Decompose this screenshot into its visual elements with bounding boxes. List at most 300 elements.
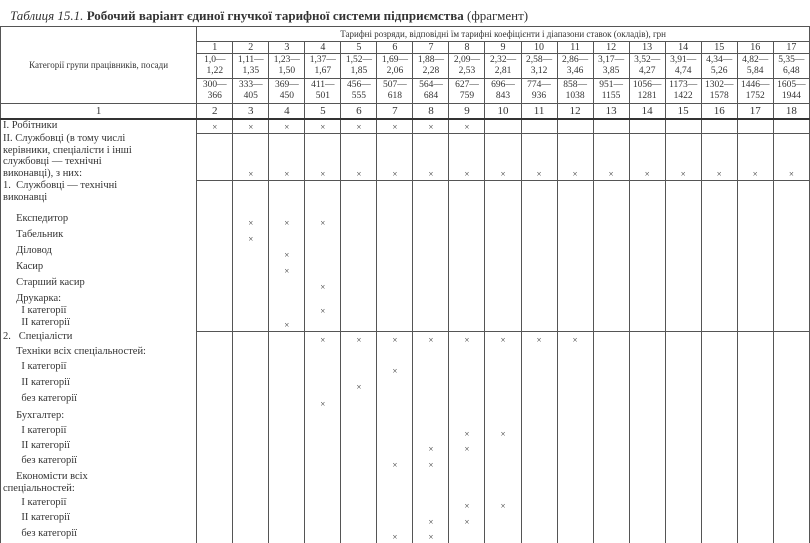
grade-mark: ×	[269, 119, 305, 133]
empty-cell	[521, 317, 557, 331]
empty-cell	[449, 528, 485, 543]
empty-cell	[305, 440, 341, 455]
rate-max: 450	[279, 91, 294, 101]
empty-cell	[593, 180, 629, 213]
grade-mark: ×	[521, 133, 557, 180]
empty-cell	[593, 512, 629, 528]
empty-cell	[305, 180, 341, 213]
table-row	[1, 305, 810, 317]
coefficient-max: 4,74	[674, 66, 692, 76]
empty-cell	[485, 440, 521, 455]
grade-mark: ×	[341, 331, 377, 346]
empty-cell	[737, 331, 773, 346]
coefficient-min: 1,52—	[345, 55, 372, 65]
empty-cell	[305, 229, 341, 245]
empty-cell	[233, 361, 269, 377]
coefficient-max: 2,81	[494, 66, 512, 76]
row-label-line: ІІ категорії	[3, 440, 70, 451]
rate-min: 369—	[274, 80, 299, 90]
empty-cell	[665, 497, 701, 512]
empty-cell	[197, 377, 233, 393]
empty-cell	[773, 410, 809, 425]
empty-cell	[485, 293, 521, 305]
empty-cell	[665, 528, 701, 543]
row-label-line: І. Робітники	[3, 120, 58, 131]
empty-cell	[449, 455, 485, 471]
empty-cell	[773, 377, 809, 393]
empty-cell	[737, 497, 773, 512]
empty-cell	[629, 261, 665, 277]
empty-cell	[413, 317, 449, 331]
empty-cell	[233, 180, 269, 213]
empty-cell	[233, 528, 269, 543]
empty-cell	[341, 440, 377, 455]
table-row	[1, 455, 810, 471]
empty-cell	[521, 440, 557, 455]
rate-min: 774—	[527, 80, 551, 90]
grade-mark: ×	[521, 331, 557, 346]
empty-cell	[485, 317, 521, 331]
grade-mark: ×	[413, 331, 449, 346]
empty-cell	[593, 425, 629, 440]
empty-cell	[269, 455, 305, 471]
coefficient-min: 4,34—	[706, 55, 733, 65]
grade-mark: ×	[629, 133, 665, 180]
empty-cell	[629, 317, 665, 331]
empty-cell	[665, 317, 701, 331]
empty-cell	[413, 229, 449, 245]
coefficient-max: 5,26	[710, 66, 728, 76]
empty-cell	[665, 455, 701, 471]
empty-cell	[665, 331, 701, 346]
empty-cell	[665, 305, 701, 317]
empty-cell	[341, 293, 377, 305]
grade-mark: ×	[377, 331, 413, 346]
empty-cell	[665, 245, 701, 261]
grade-mark: ×	[233, 229, 269, 245]
empty-cell	[341, 528, 377, 543]
table-body	[1, 119, 810, 543]
row-label-line: 1. Службовці — технічні	[3, 180, 118, 191]
rate-range	[737, 79, 773, 104]
empty-cell	[593, 119, 629, 133]
grade-number: 11	[557, 42, 593, 54]
rate-range	[521, 79, 557, 104]
empty-cell	[521, 346, 557, 361]
empty-cell	[377, 425, 413, 440]
empty-cell	[197, 393, 233, 410]
rate-max: 405	[243, 91, 258, 101]
empty-cell	[413, 393, 449, 410]
empty-cell	[773, 277, 809, 293]
empty-cell	[593, 528, 629, 543]
rate-max: 501	[315, 91, 330, 101]
empty-cell	[593, 213, 629, 229]
empty-cell	[737, 293, 773, 305]
empty-cell	[341, 317, 377, 331]
rate-max: 1422	[673, 91, 693, 101]
column-number: 15	[665, 104, 701, 120]
coefficient-range	[449, 54, 485, 79]
row-label-line: 2. Спеціалісти	[3, 331, 73, 342]
column-number: 16	[701, 104, 737, 120]
table-caption	[10, 8, 800, 24]
grade-mark: ×	[485, 497, 521, 512]
rate-min: 1302—	[704, 80, 734, 90]
column-number: 6	[341, 104, 377, 120]
empty-cell	[233, 305, 269, 317]
rate-min: 1446—	[740, 80, 770, 90]
empty-cell	[557, 410, 593, 425]
row-label	[1, 331, 197, 346]
coefficient-range	[701, 54, 737, 79]
empty-cell	[449, 213, 485, 229]
empty-cell	[737, 425, 773, 440]
empty-cell	[233, 471, 269, 497]
row-label-line: ІІ категорії	[3, 377, 70, 388]
empty-cell	[197, 455, 233, 471]
table-row	[1, 425, 810, 440]
empty-cell	[521, 377, 557, 393]
empty-cell	[197, 317, 233, 331]
row-label	[1, 528, 197, 543]
empty-cell	[341, 410, 377, 425]
empty-cell	[449, 346, 485, 361]
empty-cell	[233, 261, 269, 277]
empty-cell	[629, 119, 665, 133]
grade-mark: ×	[449, 331, 485, 346]
rate-max: 1944	[781, 91, 801, 101]
table-row	[1, 245, 810, 261]
coefficient-min: 1,11—	[237, 55, 264, 65]
table-row	[1, 331, 810, 346]
coefficient-range	[197, 54, 233, 79]
empty-cell	[485, 377, 521, 393]
row-label	[1, 425, 197, 440]
empty-cell	[701, 229, 737, 245]
grade-mark: ×	[341, 377, 377, 393]
empty-cell	[413, 293, 449, 305]
coefficient-max: 1,50	[278, 66, 296, 76]
empty-cell	[485, 119, 521, 133]
coefficient-max: 1,35	[242, 66, 260, 76]
empty-cell	[593, 497, 629, 512]
empty-cell	[737, 317, 773, 331]
empty-cell	[665, 440, 701, 455]
column-number: 9	[449, 104, 485, 120]
empty-cell	[485, 361, 521, 377]
empty-cell	[737, 277, 773, 293]
grade-number: 4	[305, 42, 341, 54]
coefficient-range	[413, 54, 449, 79]
empty-cell	[233, 346, 269, 361]
rate-range	[557, 79, 593, 104]
row-label-line: І категорії	[3, 425, 67, 436]
coefficient-range	[341, 54, 377, 79]
empty-cell	[593, 346, 629, 361]
coefficient-range	[233, 54, 269, 79]
empty-cell	[629, 277, 665, 293]
empty-cell	[701, 305, 737, 317]
grade-number: 2	[233, 42, 269, 54]
empty-cell	[305, 528, 341, 543]
empty-cell	[701, 377, 737, 393]
grade-mark: ×	[557, 133, 593, 180]
grade-mark: ×	[665, 133, 701, 180]
empty-cell	[701, 180, 737, 213]
grade-mark: ×	[413, 119, 449, 133]
empty-cell	[629, 305, 665, 317]
empty-cell	[341, 512, 377, 528]
grade-mark: ×	[305, 133, 341, 180]
empty-cell	[665, 277, 701, 293]
rate-range	[269, 79, 305, 104]
empty-cell	[557, 245, 593, 261]
grade-mark: ×	[377, 133, 413, 180]
empty-cell	[773, 471, 809, 497]
empty-cell	[737, 180, 773, 213]
empty-cell	[197, 361, 233, 377]
empty-cell	[665, 512, 701, 528]
row-label-line: ІІ. Службовці (в тому числі	[3, 133, 126, 144]
empty-cell	[557, 425, 593, 440]
grade-mark: ×	[269, 245, 305, 261]
empty-cell	[701, 393, 737, 410]
row-label-line: керівники, спеціалісти і інші	[3, 144, 132, 156]
empty-cell	[341, 455, 377, 471]
coefficient-range	[593, 54, 629, 79]
table-row	[1, 512, 810, 528]
coefficient-max: 1,67	[314, 66, 332, 76]
empty-cell	[773, 293, 809, 305]
coefficient-min: 5,35—	[778, 55, 805, 65]
grade-mark: ×	[377, 361, 413, 377]
empty-cell	[521, 245, 557, 261]
coefficient-range	[521, 54, 557, 79]
row-label-line: І категорії	[3, 305, 67, 316]
caption-suffix: (фрагмент)	[466, 8, 529, 23]
rate-range	[665, 79, 701, 104]
grade-mark: ×	[485, 133, 521, 180]
empty-cell	[449, 277, 485, 293]
grade-number: 17	[773, 42, 809, 54]
empty-cell	[521, 528, 557, 543]
empty-cell	[557, 497, 593, 512]
empty-cell	[197, 410, 233, 425]
empty-cell	[377, 440, 413, 455]
empty-cell	[737, 245, 773, 261]
empty-cell	[305, 261, 341, 277]
empty-cell	[413, 471, 449, 497]
row-label-line: Експедитор	[3, 213, 69, 224]
coefficient-max: 2,53	[458, 66, 476, 76]
empty-cell	[485, 277, 521, 293]
empty-cell	[773, 528, 809, 543]
empty-cell	[233, 245, 269, 261]
empty-cell	[233, 440, 269, 455]
row-label	[1, 497, 197, 512]
empty-cell	[521, 277, 557, 293]
grade-number: 13	[629, 42, 665, 54]
empty-cell	[305, 425, 341, 440]
grade-mark: ×	[305, 331, 341, 346]
grade-mark: ×	[269, 261, 305, 277]
empty-cell	[413, 497, 449, 512]
empty-cell	[773, 455, 809, 471]
row-label-line: Економісти всіх	[3, 471, 88, 482]
empty-cell	[701, 512, 737, 528]
empty-cell	[665, 393, 701, 410]
coefficient-min: 2,86—	[562, 55, 589, 65]
grade-mark: ×	[413, 512, 449, 528]
empty-cell	[413, 245, 449, 261]
empty-cell	[341, 213, 377, 229]
empty-cell	[233, 317, 269, 331]
empty-cell	[593, 305, 629, 317]
grade-mark: ×	[449, 497, 485, 512]
coefficient-max: 3,46	[566, 66, 584, 76]
empty-cell	[269, 331, 305, 346]
empty-cell	[665, 119, 701, 133]
empty-cell	[701, 346, 737, 361]
empty-cell	[557, 346, 593, 361]
grade-mark: ×	[557, 331, 593, 346]
rate-min: 858—	[563, 80, 587, 90]
rate-max: 759	[459, 91, 475, 101]
grade-mark: ×	[269, 133, 305, 180]
grade-mark: ×	[449, 512, 485, 528]
empty-cell	[557, 293, 593, 305]
empty-cell	[485, 305, 521, 317]
empty-cell	[305, 410, 341, 425]
empty-cell	[701, 528, 737, 543]
rate-min: 1605—	[777, 80, 806, 90]
coefficient-range	[377, 54, 413, 79]
empty-cell	[665, 180, 701, 213]
grade-mark: ×	[341, 133, 377, 180]
grade-mark: ×	[449, 133, 485, 180]
empty-cell	[233, 377, 269, 393]
empty-cell	[773, 393, 809, 410]
row-label-line: Касир	[3, 261, 44, 272]
empty-cell	[593, 261, 629, 277]
row-label-line: ІІ категорії	[3, 512, 70, 523]
empty-cell	[773, 512, 809, 528]
empty-cell	[305, 245, 341, 261]
empty-cell	[341, 497, 377, 512]
empty-cell	[521, 180, 557, 213]
table-row	[1, 440, 810, 455]
empty-cell	[629, 410, 665, 425]
empty-cell	[521, 455, 557, 471]
row-label-line: без категорії	[3, 393, 78, 404]
empty-cell	[305, 455, 341, 471]
empty-cell	[737, 393, 773, 410]
empty-cell	[773, 305, 809, 317]
empty-cell	[629, 497, 665, 512]
grade-mark: ×	[305, 277, 341, 293]
empty-cell	[629, 213, 665, 229]
coefficient-max: 3,85	[602, 66, 620, 76]
empty-cell	[737, 229, 773, 245]
grade-mark: ×	[701, 133, 737, 180]
column-number: 18	[773, 104, 809, 120]
grade-number: 12	[593, 42, 629, 54]
coefficient-range	[557, 54, 593, 79]
empty-cell	[701, 410, 737, 425]
empty-cell	[269, 180, 305, 213]
grade-mark: ×	[197, 119, 233, 133]
empty-cell	[557, 317, 593, 331]
empty-cell	[449, 361, 485, 377]
empty-cell	[197, 425, 233, 440]
empty-cell	[593, 440, 629, 455]
empty-cell	[521, 305, 557, 317]
empty-cell	[377, 512, 413, 528]
empty-cell	[269, 410, 305, 425]
caption-label: Таблиця 15.1.	[10, 8, 84, 23]
empty-cell	[413, 425, 449, 440]
empty-cell	[521, 393, 557, 410]
empty-cell	[269, 471, 305, 497]
empty-cell	[485, 471, 521, 497]
empty-cell	[773, 245, 809, 261]
empty-cell	[449, 293, 485, 305]
rate-range	[449, 79, 485, 104]
row-label-line: Друкарка:	[3, 293, 62, 304]
empty-cell	[413, 305, 449, 317]
row-label	[1, 393, 197, 410]
empty-cell	[269, 229, 305, 245]
empty-cell	[305, 361, 341, 377]
empty-cell	[197, 261, 233, 277]
empty-cell	[449, 180, 485, 213]
grade-mark: ×	[413, 133, 449, 180]
empty-cell	[773, 346, 809, 361]
coefficient-min: 3,17—	[598, 55, 625, 65]
table-row	[1, 361, 810, 377]
grade-mark: ×	[305, 119, 341, 133]
empty-cell	[557, 261, 593, 277]
rate-min: 300—	[202, 80, 227, 90]
column-number: 2	[197, 104, 233, 120]
empty-cell	[593, 293, 629, 305]
empty-cell	[701, 440, 737, 455]
empty-cell	[449, 377, 485, 393]
empty-cell	[737, 377, 773, 393]
empty-cell	[665, 213, 701, 229]
empty-cell	[269, 361, 305, 377]
coefficient-range	[485, 54, 521, 79]
empty-cell	[233, 410, 269, 425]
grade-mark: ×	[233, 133, 269, 180]
empty-cell	[557, 277, 593, 293]
empty-cell	[377, 305, 413, 317]
grade-number: 3	[269, 42, 305, 54]
empty-cell	[305, 293, 341, 305]
empty-cell	[629, 361, 665, 377]
empty-cell	[665, 261, 701, 277]
empty-cell	[377, 471, 413, 497]
row-label-line: спеціальностей:	[3, 482, 75, 494]
coefficient-max: 2,28	[422, 66, 440, 76]
empty-cell	[701, 119, 737, 133]
empty-cell	[737, 410, 773, 425]
empty-cell	[269, 440, 305, 455]
rate-max: 1281	[637, 91, 657, 101]
empty-cell	[521, 119, 557, 133]
rate-max: 618	[387, 91, 403, 101]
